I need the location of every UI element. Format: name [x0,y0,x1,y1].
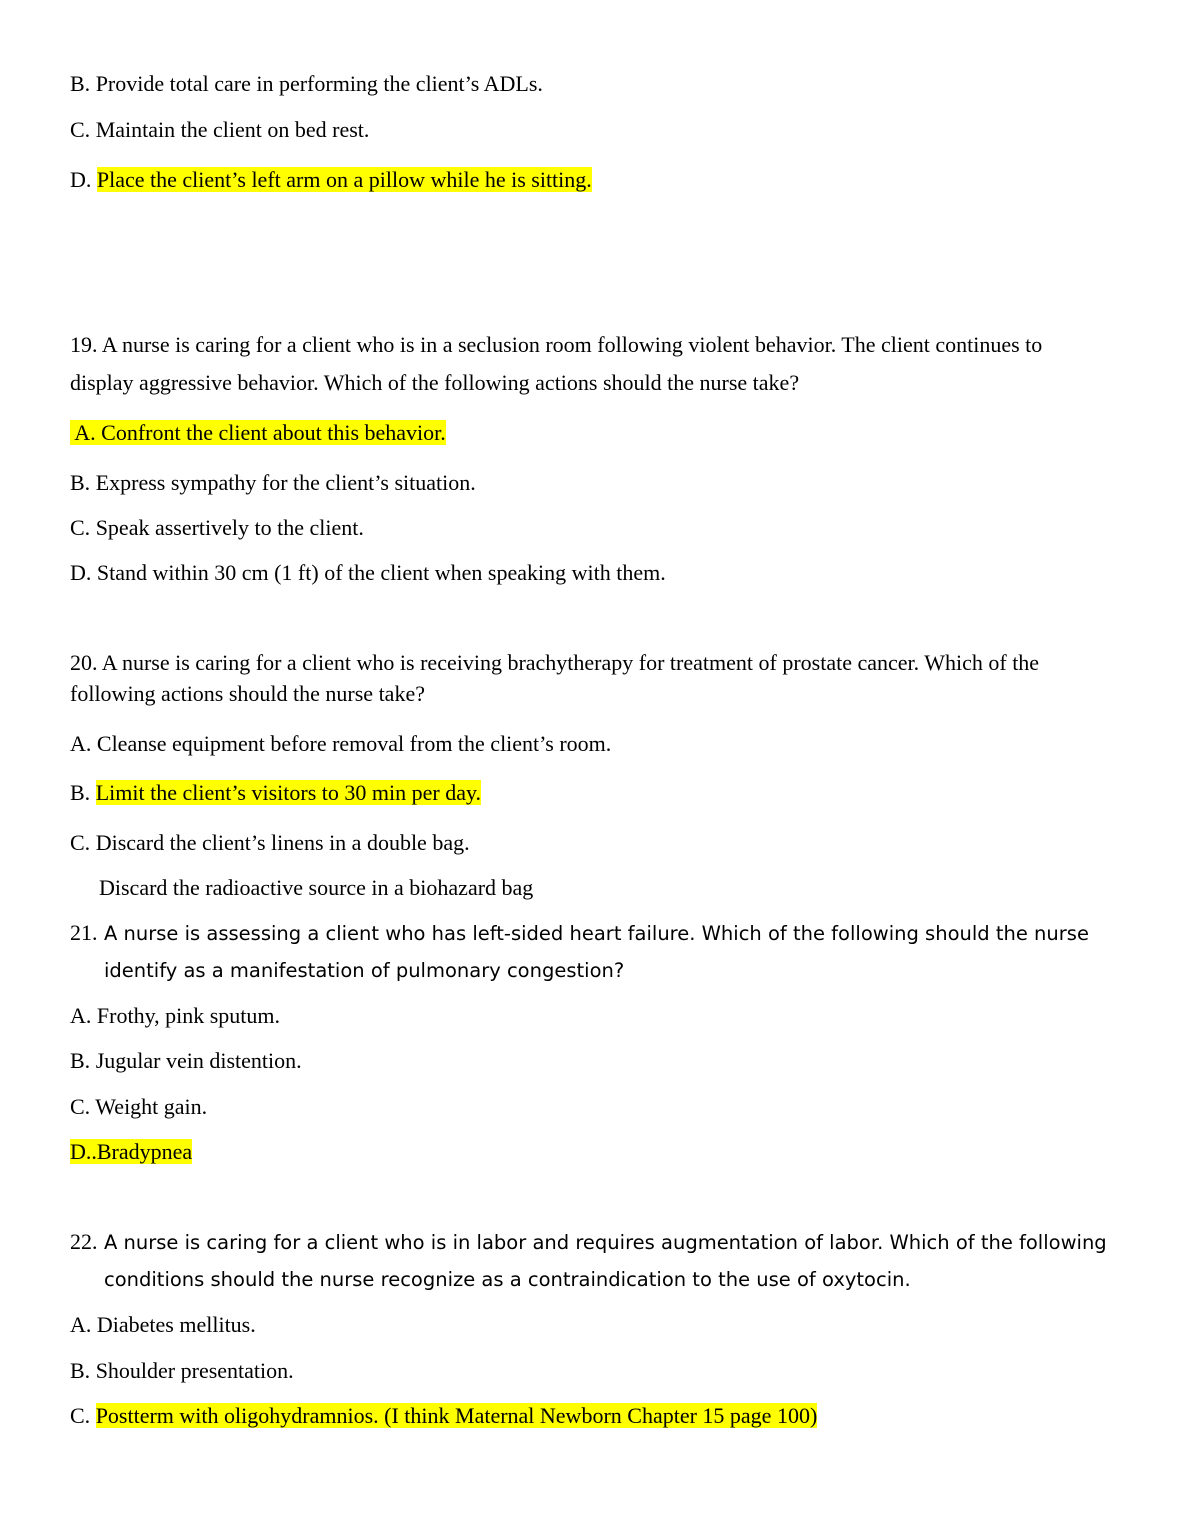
q20-option-c [70,830,470,856]
q19-option-b [70,470,476,496]
option-letter: B. [70,470,91,495]
q21-option-a [70,1003,280,1029]
option-letter: A. [70,1312,92,1337]
q19-stem-line-2: display aggressive behavior. Which of the following actions should the nurse take? [70,370,800,395]
option-letter: C. [70,117,91,142]
q20-option-b [70,780,481,806]
q20-option-d: Discard the radioactive source in a biohazard bag [99,875,534,900]
q22-option-a [70,1312,256,1338]
option-letter: D. [70,167,92,192]
highlighted-answer: Limit the client’s visitors to 30 min per day. [95,780,482,805]
option-letter: C. [70,830,91,855]
q19-stem-line-1: 19. A nurse is caring for a client who is in a seclusion room following violent behavior. The client continues to [70,332,1043,357]
option-letter: D. [70,560,92,585]
q22-option-b [70,1358,294,1384]
option-text: Maintain the client on bed rest. [95,117,370,142]
question-number: 22. [70,1229,98,1254]
q18-option-b [70,71,543,97]
option-letter: C. [70,1403,91,1428]
q20-stem-line-2: following actions should the nurse take? [70,681,425,706]
option-letter: C. [70,1094,91,1119]
highlighted-answer: A. Confront the client about this behavior. [70,420,446,445]
option-text: Jugular vein distention. [95,1048,302,1073]
option-letter: B. [70,780,91,805]
option-text: Diabetes mellitus. [96,1312,256,1337]
highlighted-answer: Place the client’s left arm on a pillow while he is sitting. [96,167,592,192]
option-text: Discard the client’s linens in a double bag. [95,830,470,855]
q19-option-d [70,560,666,586]
option-text: Provide total care in performing the client’s ADLs. [95,71,543,96]
question-number: 21. [70,920,98,945]
q20-option-a [70,731,611,757]
q18-option-d [70,167,592,193]
option-text: Stand within 30 cm (1 ft) of the client when speaking with them. [96,560,666,585]
q21-stem-line-1 [70,920,1089,947]
q21-stem-line-2: identify as a manifestation of pulmonary congestion? [104,959,625,982]
q19-option-a [70,420,446,446]
highlighted-answer: D..Bradypnea [70,1139,193,1164]
q20-stem-line-1: 20. A nurse is caring for a client who is receiving brachytherapy for treatment of prostate cancer. Which of the [70,650,1040,675]
option-text: Frothy, pink sputum. [96,1003,281,1028]
stem-text: A nurse is assessing a client who has left-sided heart failure. Which of the following should the nurse [104,922,1089,945]
q18-option-c [70,117,369,143]
option-letter: C. [70,515,91,540]
stem-text: A nurse is caring for a client who is in labor and requires augmentation of labor. Which of the following [104,1231,1107,1254]
highlighted-answer: Postterm with oligohydramnios. (I think Maternal Newborn Chapter 15 page 100) [95,1403,818,1428]
option-letter: A. [70,731,92,756]
option-letter: B. [70,1358,91,1383]
option-letter: B. [70,71,91,96]
option-text: Weight gain. [95,1094,208,1119]
q21-option-d [70,1139,192,1165]
option-text: Express sympathy for the client’s situation. [95,470,476,495]
q22-option-c [70,1403,817,1429]
option-text: Shoulder presentation. [95,1358,294,1383]
q22-stem-line-1 [70,1229,1107,1256]
option-letter: B. [70,1048,91,1073]
option-text: Cleanse equipment before removal from the client’s room. [96,731,612,756]
option-letter: A. [70,1003,92,1028]
q22-stem-line-2: conditions should the nurse recognize as a contraindication to the use of oxytocin. [104,1268,911,1291]
q21-option-c [70,1094,207,1120]
q19-option-c [70,515,364,541]
q21-option-b [70,1048,302,1074]
option-text: Speak assertively to the client. [95,515,364,540]
